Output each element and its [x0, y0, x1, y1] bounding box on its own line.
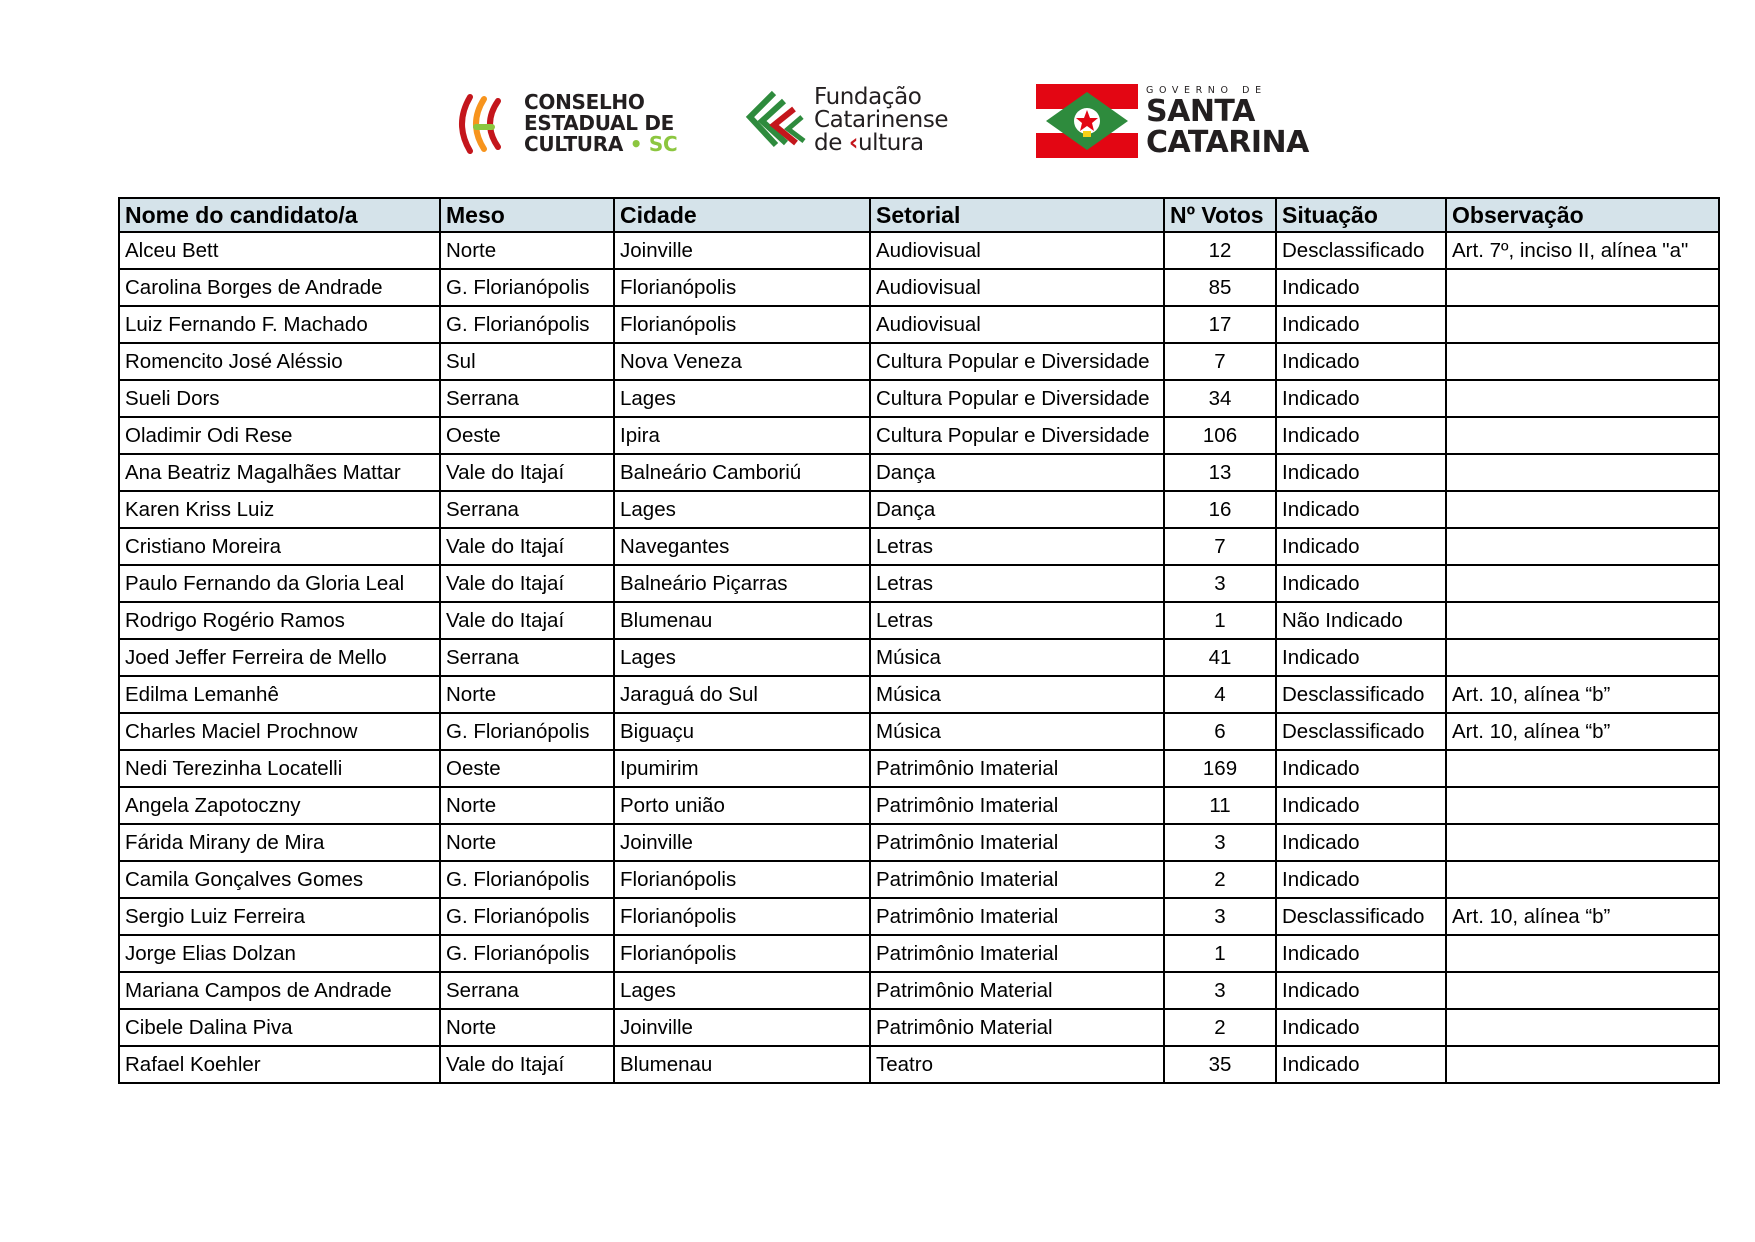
table-row — [119, 232, 1719, 269]
cell-cidade: Nova Veneza — [614, 343, 870, 380]
cell-votos: 2 — [1164, 861, 1276, 898]
cell-situacao: Indicado — [1276, 269, 1446, 306]
cell-votos: 17 — [1164, 306, 1276, 343]
cell-setorial: Audiovisual — [870, 269, 1164, 306]
cell-situacao: Indicado — [1276, 824, 1446, 861]
table-row — [119, 713, 1719, 750]
cell-votos: 3 — [1164, 898, 1276, 935]
cell-meso: Norte — [440, 824, 614, 861]
cell-situacao: Desclassificado — [1276, 676, 1446, 713]
cell-situacao: Indicado — [1276, 1009, 1446, 1046]
cell-observacao: Art. 7º, inciso II, alínea "a" — [1446, 232, 1719, 269]
cell-cidade: Florianópolis — [614, 269, 870, 306]
table-row — [119, 454, 1719, 491]
conselho-estadual-cultura-logo — [452, 92, 677, 155]
cell-cidade: Navegantes — [614, 528, 870, 565]
cell-observacao — [1446, 269, 1719, 306]
cell-meso: Vale do Itajaí — [440, 454, 614, 491]
cell-nome: Sergio Luiz Ferreira — [119, 898, 440, 935]
cell-situacao: Indicado — [1276, 343, 1446, 380]
cell-votos: 3 — [1164, 565, 1276, 602]
cell-nome: Carolina Borges de Andrade — [119, 269, 440, 306]
conselho-logo-line2: ESTADUAL DE — [524, 111, 675, 135]
cell-situacao: Não Indicado — [1276, 602, 1446, 639]
cell-meso: Vale do Itajaí — [440, 602, 614, 639]
cell-setorial: Patrimônio Imaterial — [870, 898, 1164, 935]
cell-meso: Oeste — [440, 750, 614, 787]
col-header-nome: Nome do candidato/a — [119, 198, 440, 232]
cell-votos: 6 — [1164, 713, 1276, 750]
cell-nome: Nedi Terezinha Locatelli — [119, 750, 440, 787]
cell-observacao — [1446, 602, 1719, 639]
cell-cidade: Joinville — [614, 232, 870, 269]
fcc-logo-line2: Catarinense — [814, 107, 949, 133]
cell-votos: 2 — [1164, 1009, 1276, 1046]
sc-flag-icon — [1036, 84, 1138, 158]
governo-logo-small: GOVERNO DE — [1146, 84, 1267, 96]
cell-votos: 7 — [1164, 343, 1276, 380]
cell-situacao: Indicado — [1276, 491, 1446, 528]
cell-observacao — [1446, 565, 1719, 602]
cell-nome: Fárida Mirany de Mira — [119, 824, 440, 861]
col-header-cidade: Cidade — [614, 198, 870, 232]
fcc-logo-c-mark: ‹ — [848, 130, 858, 156]
cell-cidade: Ipira — [614, 417, 870, 454]
table-row — [119, 417, 1719, 454]
table-row — [119, 861, 1719, 898]
cell-nome: Cibele Dalina Piva — [119, 1009, 440, 1046]
table-row — [119, 824, 1719, 861]
cell-observacao — [1446, 380, 1719, 417]
cell-situacao: Indicado — [1276, 306, 1446, 343]
fcc-chevrons-icon — [744, 87, 806, 155]
governo-santa-catarina-logo — [1036, 84, 1309, 158]
cell-votos: 1 — [1164, 935, 1276, 972]
cell-meso: G. Florianópolis — [440, 861, 614, 898]
cell-nome: Oladimir Odi Rese — [119, 417, 440, 454]
cell-meso: G. Florianópolis — [440, 713, 614, 750]
cell-cidade: Florianópolis — [614, 306, 870, 343]
conselho-logo-line3 — [524, 134, 677, 155]
cell-cidade: Jaraguá do Sul — [614, 676, 870, 713]
cell-meso: Vale do Itajaí — [440, 1046, 614, 1083]
col-header-setorial: Setorial — [870, 198, 1164, 232]
cell-meso: G. Florianópolis — [440, 898, 614, 935]
cell-observacao — [1446, 972, 1719, 1009]
cell-cidade: Lages — [614, 639, 870, 676]
cell-cidade: Porto união — [614, 787, 870, 824]
cell-observacao — [1446, 750, 1719, 787]
cell-observacao — [1446, 417, 1719, 454]
cell-votos: 41 — [1164, 639, 1276, 676]
cell-meso: G. Florianópolis — [440, 306, 614, 343]
cell-situacao: Indicado — [1276, 454, 1446, 491]
table-row — [119, 602, 1719, 639]
candidates-table — [118, 197, 1720, 1084]
table-row — [119, 639, 1719, 676]
cell-situacao: Indicado — [1276, 787, 1446, 824]
cell-nome: Romencito José Aléssio — [119, 343, 440, 380]
cell-cidade: Biguaçu — [614, 713, 870, 750]
table-row — [119, 787, 1719, 824]
cell-votos: 12 — [1164, 232, 1276, 269]
cell-setorial: Patrimônio Imaterial — [870, 787, 1164, 824]
conselho-logo-text — [524, 92, 677, 155]
conselho-logo-cultura: CULTURA — [524, 132, 624, 156]
cell-votos: 4 — [1164, 676, 1276, 713]
cell-setorial: Teatro — [870, 1046, 1164, 1083]
cell-meso: Serrana — [440, 639, 614, 676]
cell-observacao — [1446, 491, 1719, 528]
fcc-logo-ultura: ultura — [857, 130, 924, 156]
cell-cidade: Lages — [614, 491, 870, 528]
cell-situacao: Indicado — [1276, 565, 1446, 602]
cell-setorial: Audiovisual — [870, 232, 1164, 269]
table-row — [119, 491, 1719, 528]
cell-nome: Rodrigo Rogério Ramos — [119, 602, 440, 639]
cell-votos: 3 — [1164, 824, 1276, 861]
cell-votos: 169 — [1164, 750, 1276, 787]
cell-observacao: Art. 10, alínea “b” — [1446, 898, 1719, 935]
cell-situacao: Indicado — [1276, 861, 1446, 898]
cell-nome: Charles Maciel Prochnow — [119, 713, 440, 750]
cell-meso: Norte — [440, 787, 614, 824]
cell-cidade: Lages — [614, 972, 870, 1009]
cell-meso: Vale do Itajaí — [440, 565, 614, 602]
cell-meso: Serrana — [440, 972, 614, 1009]
cell-nome: Alceu Bett — [119, 232, 440, 269]
cell-situacao: Indicado — [1276, 750, 1446, 787]
cell-situacao: Indicado — [1276, 972, 1446, 1009]
cell-observacao — [1446, 306, 1719, 343]
cell-nome: Ana Beatriz Magalhães Mattar — [119, 454, 440, 491]
cell-votos: 106 — [1164, 417, 1276, 454]
conselho-logo-line1: CONSELHO — [524, 90, 645, 114]
cell-observacao — [1446, 639, 1719, 676]
cell-nome: Camila Gonçalves Gomes — [119, 861, 440, 898]
table-row — [119, 1009, 1719, 1046]
cell-cidade: Florianópolis — [614, 898, 870, 935]
cell-meso: Norte — [440, 676, 614, 713]
cell-meso: Oeste — [440, 417, 614, 454]
cell-setorial: Letras — [870, 528, 1164, 565]
cell-meso: Vale do Itajaí — [440, 528, 614, 565]
table-row — [119, 935, 1719, 972]
cell-meso: Serrana — [440, 380, 614, 417]
fcc-logo-text — [814, 86, 948, 155]
conselho-logo-sc: SC — [648, 132, 678, 156]
cell-nome: Sueli Dors — [119, 380, 440, 417]
table-header-row — [119, 198, 1719, 232]
cell-setorial: Dança — [870, 454, 1164, 491]
cell-situacao: Indicado — [1276, 1046, 1446, 1083]
cell-observacao — [1446, 824, 1719, 861]
cell-nome: Edilma Lemanhê — [119, 676, 440, 713]
cell-nome: Angela Zapotoczny — [119, 787, 440, 824]
cell-setorial: Cultura Popular e Diversidade — [870, 417, 1164, 454]
cell-cidade: Ipumirim — [614, 750, 870, 787]
cell-votos: 3 — [1164, 972, 1276, 1009]
col-header-meso: Meso — [440, 198, 614, 232]
cell-votos: 1 — [1164, 602, 1276, 639]
cell-cidade: Lages — [614, 380, 870, 417]
cell-cidade: Joinville — [614, 1009, 870, 1046]
cell-votos: 7 — [1164, 528, 1276, 565]
cell-observacao — [1446, 935, 1719, 972]
cell-situacao: Indicado — [1276, 639, 1446, 676]
cell-nome: Mariana Campos de Andrade — [119, 972, 440, 1009]
cell-setorial: Audiovisual — [870, 306, 1164, 343]
cell-cidade: Blumenau — [614, 602, 870, 639]
cell-meso: Norte — [440, 232, 614, 269]
fcc-logo-de: de — [814, 130, 849, 156]
cell-observacao — [1446, 343, 1719, 380]
cell-cidade: Florianópolis — [614, 861, 870, 898]
cell-observacao: Art. 10, alínea “b” — [1446, 713, 1719, 750]
cell-setorial: Letras — [870, 565, 1164, 602]
cell-nome: Joed Jeffer Ferreira de Mello — [119, 639, 440, 676]
cell-cidade: Blumenau — [614, 1046, 870, 1083]
cell-votos: 16 — [1164, 491, 1276, 528]
cell-setorial: Música — [870, 639, 1164, 676]
cell-setorial: Patrimônio Imaterial — [870, 750, 1164, 787]
table-row — [119, 306, 1719, 343]
cell-situacao: Desclassificado — [1276, 232, 1446, 269]
cell-votos: 85 — [1164, 269, 1276, 306]
governo-logo-catarina: CATARINA — [1146, 124, 1309, 160]
cell-setorial: Letras — [870, 602, 1164, 639]
cell-observacao: Art. 10, alínea “b” — [1446, 676, 1719, 713]
cell-setorial: Patrimônio Imaterial — [870, 861, 1164, 898]
fcc-logo-line1: Fundação — [814, 84, 922, 110]
cell-meso: Serrana — [440, 491, 614, 528]
cell-nome: Cristiano Moreira — [119, 528, 440, 565]
table-row — [119, 343, 1719, 380]
table-row — [119, 269, 1719, 306]
cell-setorial: Patrimônio Material — [870, 1009, 1164, 1046]
cell-votos: 11 — [1164, 787, 1276, 824]
cell-setorial: Patrimônio Imaterial — [870, 935, 1164, 972]
cell-cidade: Joinville — [614, 824, 870, 861]
table-row — [119, 676, 1719, 713]
cell-setorial: Música — [870, 676, 1164, 713]
cell-observacao — [1446, 1046, 1719, 1083]
col-header-situacao: Situação — [1276, 198, 1446, 232]
fundacao-catarinense-logo — [744, 86, 948, 155]
table-row — [119, 565, 1719, 602]
table-row — [119, 380, 1719, 417]
cell-observacao — [1446, 1009, 1719, 1046]
fcc-logo-line3 — [814, 132, 948, 155]
cell-cidade: Balneário Camboriú — [614, 454, 870, 491]
table-row — [119, 750, 1719, 787]
governo-logo-santa: SANTA — [1146, 93, 1255, 129]
cell-situacao: Desclassificado — [1276, 898, 1446, 935]
cell-setorial: Patrimônio Imaterial — [870, 824, 1164, 861]
cell-meso: G. Florianópolis — [440, 269, 614, 306]
cell-setorial: Cultura Popular e Diversidade — [870, 380, 1164, 417]
table-row — [119, 972, 1719, 1009]
cell-setorial: Cultura Popular e Diversidade — [870, 343, 1164, 380]
cell-meso: Sul — [440, 343, 614, 380]
cell-setorial: Patrimônio Material — [870, 972, 1164, 1009]
cell-situacao: Indicado — [1276, 935, 1446, 972]
governo-logo-text — [1146, 85, 1309, 158]
cell-nome: Karen Kriss Luiz — [119, 491, 440, 528]
cell-votos: 13 — [1164, 454, 1276, 491]
cell-situacao: Desclassificado — [1276, 713, 1446, 750]
cell-nome: Rafael Koehler — [119, 1046, 440, 1083]
cell-meso: G. Florianópolis — [440, 935, 614, 972]
cell-nome: Luiz Fernando F. Machado — [119, 306, 440, 343]
cell-cidade: Balneário Piçarras — [614, 565, 870, 602]
col-header-votos: Nº Votos — [1164, 198, 1276, 232]
cell-nome: Jorge Elias Dolzan — [119, 935, 440, 972]
cell-observacao — [1446, 454, 1719, 491]
cell-observacao — [1446, 528, 1719, 565]
cell-votos: 34 — [1164, 380, 1276, 417]
cell-setorial: Música — [870, 713, 1164, 750]
conselho-logo-icon — [452, 93, 514, 155]
col-header-observacao: Observação — [1446, 198, 1719, 232]
conselho-logo-dot: • — [629, 132, 643, 156]
cell-nome: Paulo Fernando da Gloria Leal — [119, 565, 440, 602]
cell-observacao — [1446, 861, 1719, 898]
cell-votos: 35 — [1164, 1046, 1276, 1083]
cell-observacao — [1446, 787, 1719, 824]
cell-meso: Norte — [440, 1009, 614, 1046]
cell-setorial: Dança — [870, 491, 1164, 528]
table-row — [119, 1046, 1719, 1083]
table-row — [119, 898, 1719, 935]
table-row — [119, 528, 1719, 565]
cell-situacao: Indicado — [1276, 380, 1446, 417]
cell-situacao: Indicado — [1276, 417, 1446, 454]
table-body — [119, 232, 1719, 1083]
cell-situacao: Indicado — [1276, 528, 1446, 565]
cell-cidade: Florianópolis — [614, 935, 870, 972]
